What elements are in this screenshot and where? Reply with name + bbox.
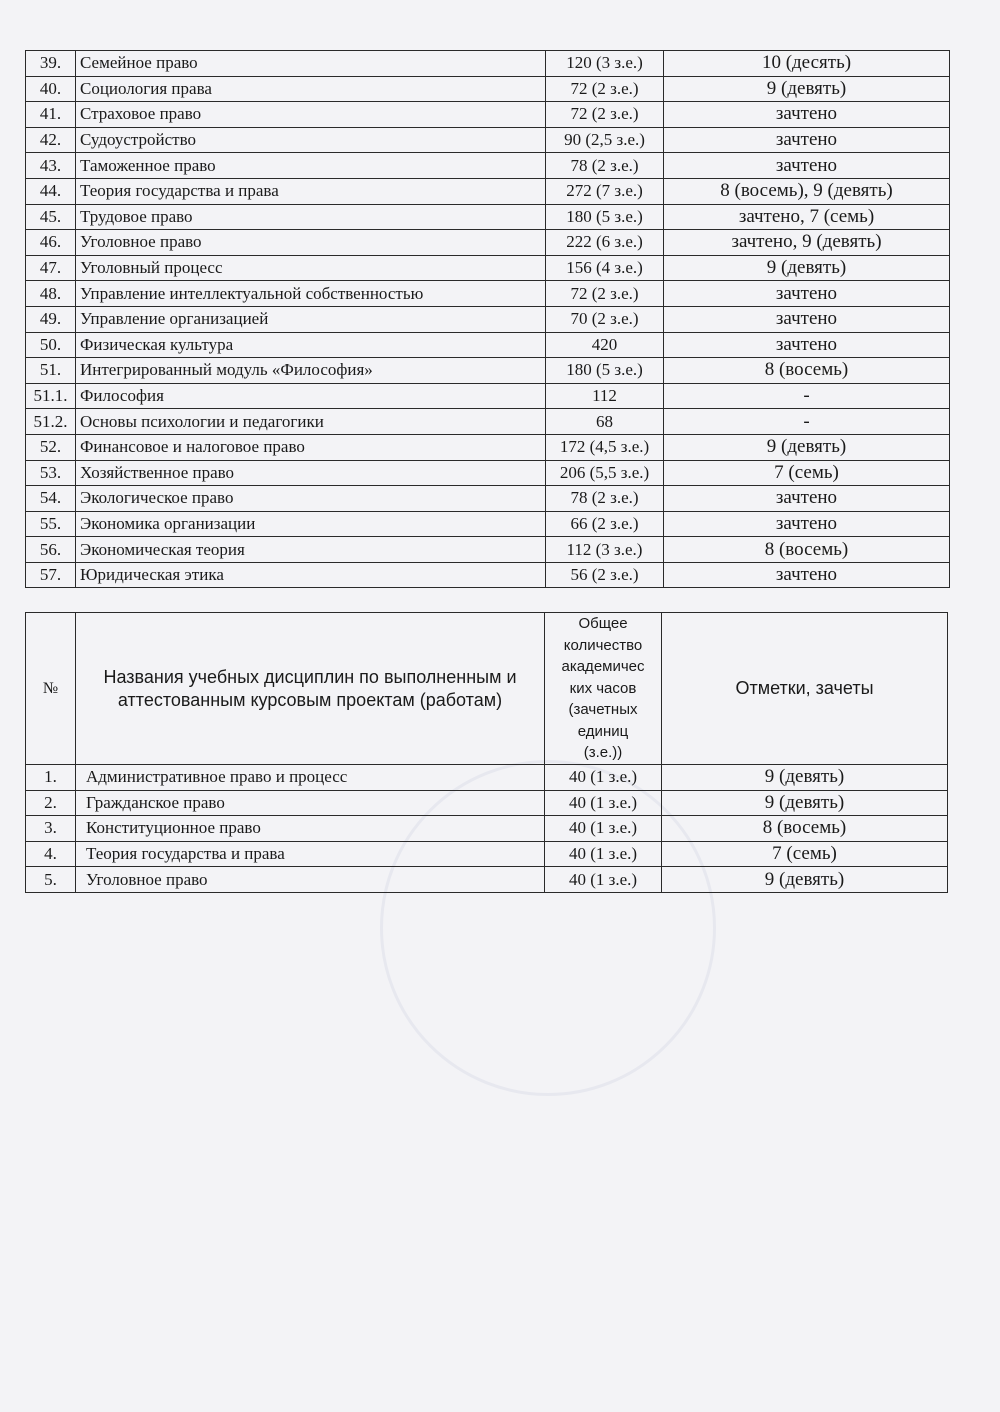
- table-row: [26, 76, 950, 102]
- hours-value: 40 (1 з.е.): [545, 765, 662, 791]
- mark-value: зачтено: [664, 332, 950, 358]
- coursework-header-row: [26, 613, 948, 765]
- hours-value: 78 (2 з.е.): [546, 153, 664, 179]
- discipline-name: Управление организацией: [76, 306, 546, 332]
- discipline-name: Социология права: [76, 76, 546, 102]
- discipline-name: Семейное право: [76, 51, 546, 77]
- header-marks: Отметки, зачеты: [662, 613, 948, 765]
- table-row: [26, 51, 950, 77]
- row-number: 45.: [26, 204, 76, 230]
- row-number: 44.: [26, 178, 76, 204]
- discipline-name: Административное право и процесс: [76, 765, 545, 791]
- disciplines-table: [25, 50, 950, 588]
- row-number: 40.: [26, 76, 76, 102]
- row-number: 51.2.: [26, 409, 76, 435]
- table-row: [26, 127, 950, 153]
- mark-value: зачтено: [664, 562, 950, 588]
- discipline-name: Гражданское право: [76, 790, 545, 816]
- row-number: 47.: [26, 255, 76, 281]
- hours-value: 222 (6 з.е.): [546, 230, 664, 256]
- hours-value: 112: [546, 383, 664, 409]
- table-row: [26, 230, 950, 256]
- mark-value: зачтено, 9 (девять): [664, 230, 950, 256]
- row-number: 43.: [26, 153, 76, 179]
- discipline-name: Юридическая этика: [76, 562, 546, 588]
- mark-value: зачтено: [664, 127, 950, 153]
- mark-value: 8 (восемь): [664, 537, 950, 563]
- table-row: [26, 383, 950, 409]
- row-number: 54.: [26, 486, 76, 512]
- mark-value: зачтено: [664, 486, 950, 512]
- table-row: [26, 562, 950, 588]
- hours-value: 78 (2 з.е.): [546, 486, 664, 512]
- hours-value: 206 (5,5 з.е.): [546, 460, 664, 486]
- table-row: [26, 204, 950, 230]
- hours-value: 420: [546, 332, 664, 358]
- hours-value: 180 (5 з.е.): [546, 358, 664, 384]
- header-discipline-name: Названия учебных дисциплин по выполненным и аттестованным курсовым проектам (работам): [76, 613, 545, 765]
- row-number: 39.: [26, 51, 76, 77]
- table-row: [26, 358, 950, 384]
- table-row: [26, 255, 950, 281]
- discipline-name: Трудовое право: [76, 204, 546, 230]
- table-row: [26, 765, 948, 791]
- mark-value: зачтено: [664, 281, 950, 307]
- mark-value: -: [664, 409, 950, 435]
- table-row: [26, 281, 950, 307]
- table-row: [26, 816, 948, 842]
- discipline-name: Экономика организации: [76, 511, 546, 537]
- discipline-name: Физическая культура: [76, 332, 546, 358]
- hours-value: 72 (2 з.е.): [546, 102, 664, 128]
- hours-value: 120 (3 з.е.): [546, 51, 664, 77]
- row-number: 5.: [26, 867, 76, 893]
- discipline-name: Философия: [76, 383, 546, 409]
- hours-value: 72 (2 з.е.): [546, 76, 664, 102]
- discipline-name: Основы психологии и педагогики: [76, 409, 546, 435]
- table-row: [26, 841, 948, 867]
- mark-value: зачтено: [664, 511, 950, 537]
- table-row: [26, 511, 950, 537]
- table-row: [26, 178, 950, 204]
- table-row: [26, 537, 950, 563]
- header-hours-line: академичес: [561, 658, 645, 676]
- discipline-name: Уголовное право: [76, 230, 546, 256]
- coursework-table: [25, 612, 948, 893]
- mark-value: 9 (девять): [664, 434, 950, 460]
- header-hours-line: единиц: [577, 722, 629, 740]
- hours-value: 72 (2 з.е.): [546, 281, 664, 307]
- discipline-name: Таможенное право: [76, 153, 546, 179]
- discipline-name: Хозяйственное право: [76, 460, 546, 486]
- discipline-name: Интегрированный модуль «Философия»: [76, 358, 546, 384]
- discipline-name: Теория государства и права: [76, 841, 545, 867]
- mark-value: 8 (восемь): [664, 358, 950, 384]
- hours-value: 172 (4,5 з.е.): [546, 434, 664, 460]
- hours-value: 112 (3 з.е.): [546, 537, 664, 563]
- row-number: 50.: [26, 332, 76, 358]
- hours-value: 70 (2 з.е.): [546, 306, 664, 332]
- table-row: [26, 486, 950, 512]
- mark-value: зачтено: [664, 306, 950, 332]
- table-row: [26, 153, 950, 179]
- mark-value: -: [664, 383, 950, 409]
- row-number: 49.: [26, 306, 76, 332]
- row-number: 1.: [26, 765, 76, 791]
- mark-value: 9 (девять): [662, 790, 948, 816]
- discipline-name: Управление интеллектуальной собственностью: [76, 281, 546, 307]
- table-row: [26, 460, 950, 486]
- table-row: [26, 790, 948, 816]
- row-number: 42.: [26, 127, 76, 153]
- mark-value: 9 (девять): [662, 867, 948, 893]
- hours-value: 156 (4 з.е.): [546, 255, 664, 281]
- row-number: 53.: [26, 460, 76, 486]
- header-hours-line: Общее: [578, 615, 628, 633]
- row-number: 46.: [26, 230, 76, 256]
- discipline-name: Судоустройство: [76, 127, 546, 153]
- row-number: 52.: [26, 434, 76, 460]
- mark-value: зачтено: [664, 153, 950, 179]
- header-hours-line: количество: [563, 636, 643, 654]
- mark-value: 7 (семь): [664, 460, 950, 486]
- hours-value: 40 (1 з.е.): [545, 867, 662, 893]
- hours-value: 272 (7 з.е.): [546, 178, 664, 204]
- mark-value: 10 (десять): [664, 51, 950, 77]
- row-number: 51.: [26, 358, 76, 384]
- hours-value: 180 (5 з.е.): [546, 204, 664, 230]
- mark-value: 8 (восемь): [662, 816, 948, 842]
- hours-value: 90 (2,5 з.е.): [546, 127, 664, 153]
- mark-value: 9 (девять): [664, 255, 950, 281]
- table-row: [26, 434, 950, 460]
- table-row: [26, 306, 950, 332]
- header-hours: [545, 613, 662, 765]
- discipline-name: Страховое право: [76, 102, 546, 128]
- discipline-name: Теория государства и права: [76, 178, 546, 204]
- discipline-name: Экологическое право: [76, 486, 546, 512]
- header-hours-line: (з.е.)): [583, 744, 623, 762]
- discipline-name: Конституционное право: [76, 816, 545, 842]
- mark-value: 9 (девять): [662, 765, 948, 791]
- hours-value: 40 (1 з.е.): [545, 816, 662, 842]
- hours-value: 40 (1 з.е.): [545, 790, 662, 816]
- row-number: 41.: [26, 102, 76, 128]
- discipline-name: Финансовое и налоговое право: [76, 434, 546, 460]
- discipline-name: Уголовное право: [76, 867, 545, 893]
- header-number: №: [26, 613, 76, 765]
- row-number: 2.: [26, 790, 76, 816]
- hours-value: 68: [546, 409, 664, 435]
- hours-value: 56 (2 з.е.): [546, 562, 664, 588]
- row-number: 55.: [26, 511, 76, 537]
- header-hours-line: (зачетных: [568, 701, 638, 719]
- row-number: 4.: [26, 841, 76, 867]
- row-number: 57.: [26, 562, 76, 588]
- mark-value: 7 (семь): [662, 841, 948, 867]
- discipline-name: Экономическая теория: [76, 537, 546, 563]
- mark-value: 8 (восемь), 9 (девять): [664, 178, 950, 204]
- table-row: [26, 102, 950, 128]
- hours-value: 40 (1 з.е.): [545, 841, 662, 867]
- discipline-name: Уголовный процесс: [76, 255, 546, 281]
- hours-value: 66 (2 з.е.): [546, 511, 664, 537]
- header-hours-line: ких часов: [569, 679, 637, 697]
- table-row: [26, 867, 948, 893]
- mark-value: 9 (девять): [664, 76, 950, 102]
- mark-value: зачтено, 7 (семь): [664, 204, 950, 230]
- row-number: 48.: [26, 281, 76, 307]
- row-number: 51.1.: [26, 383, 76, 409]
- row-number: 56.: [26, 537, 76, 563]
- mark-value: зачтено: [664, 102, 950, 128]
- table-row: [26, 409, 950, 435]
- table-row: [26, 332, 950, 358]
- row-number: 3.: [26, 816, 76, 842]
